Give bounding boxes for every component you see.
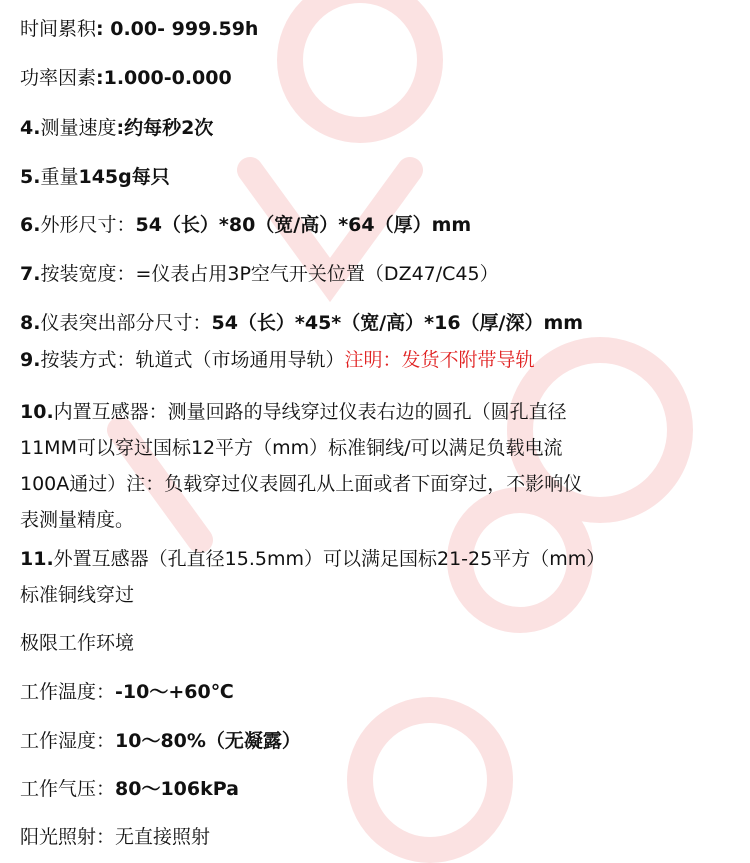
- env-humidity: [20, 729, 301, 753]
- spec-value: 54（长）*45*（宽/高）*16（厚/深）mm: [211, 312, 584, 334]
- spec-label: 测量速度: [40, 117, 117, 139]
- item-number: 4.: [20, 117, 41, 139]
- item-number: 5.: [20, 166, 41, 188]
- spec-external-transformer: [20, 541, 732, 613]
- spec-value: :约每秒2次: [116, 117, 214, 139]
- spec-time-accumulation: [20, 17, 258, 41]
- install-note: 注明：发货不附带导轨: [344, 349, 535, 371]
- item-number: 6.: [20, 214, 41, 236]
- spec-label: 仪表突出部分尺寸：: [40, 312, 212, 334]
- env-value: -10～+60℃: [115, 681, 234, 703]
- spec-measure-speed: [20, 116, 213, 140]
- spec-label: 按装方式：轨道式（市场通用导轨）: [40, 349, 345, 371]
- spec-install-method: [20, 348, 534, 372]
- env-label: 工作温度：: [20, 681, 116, 703]
- env-label: 工作湿度：: [20, 730, 116, 752]
- env-value: 无直接照射: [115, 826, 211, 848]
- env-sunlight: [20, 825, 210, 849]
- spec-label: 功率因素: [20, 67, 97, 89]
- spec-dimensions: [20, 213, 471, 237]
- spec-value: =仪表占用3P空气开关位置（DZ47/C45）: [135, 263, 499, 285]
- env-heading: 极限工作环境: [20, 632, 135, 654]
- para-line: 标准铜线穿过: [20, 584, 135, 606]
- spec-label: 外形尺寸：: [40, 214, 136, 236]
- env-label: 阳光照射：: [20, 826, 116, 848]
- para-line: 表测量精度。: [20, 509, 135, 531]
- para-line: 10.内置互感器：测量回路的导线穿过仪表右边的圆孔（圆孔直径: [20, 401, 567, 423]
- spec-value: 54（长）*80（宽/高）*64（厚）mm: [135, 214, 472, 236]
- spec-value: 145g每只: [78, 166, 170, 188]
- spec-protrusion-size: [20, 311, 583, 335]
- spec-weight: [20, 165, 170, 189]
- item-number: 7.: [20, 263, 41, 285]
- item-number: 10.: [20, 401, 54, 423]
- spec-power-factor: [20, 66, 232, 90]
- spec-install-width: [20, 262, 499, 286]
- para-line: 11MM可以穿过国标12平方（mm）标准铜线/可以满足负载电流: [20, 437, 563, 459]
- item-number: 11.: [20, 548, 54, 570]
- para-line: 100A通过）注：负载穿过仪表圆孔从上面或者下面穿过，不影响仪: [20, 473, 583, 495]
- env-pressure: [20, 777, 239, 801]
- spec-value: : 0.00- 999.59h: [96, 18, 259, 40]
- env-label: 工作气压：: [20, 778, 116, 800]
- spec-internal-transformer: [20, 394, 732, 538]
- env-value: 80～106kPa: [115, 778, 239, 800]
- para-line: 11.外置互感器（孔直径15.5mm）可以满足国标21-25平方（mm）: [20, 548, 606, 570]
- spec-value: :1.000-0.000: [96, 67, 232, 89]
- item-number: 8.: [20, 312, 41, 334]
- env-temperature: [20, 680, 234, 704]
- env-value: 10～80%（无凝露）: [115, 730, 301, 752]
- item-number: 9.: [20, 349, 41, 371]
- spec-label: 时间累积: [20, 18, 97, 40]
- spec-label: 重量: [40, 166, 79, 188]
- spec-label: 按装宽度：: [40, 263, 136, 285]
